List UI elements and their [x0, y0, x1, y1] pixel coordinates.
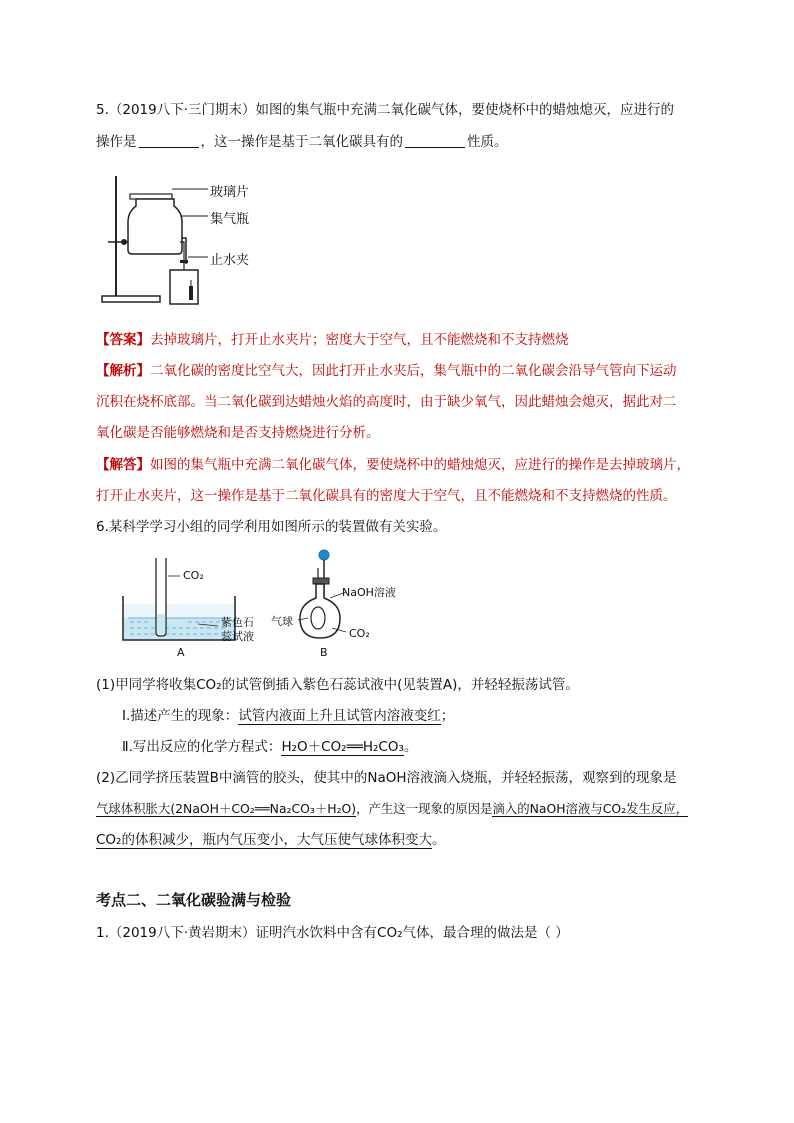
q6-part1-i-answer: 试管内液面上升且试管内溶液变红: [238, 708, 441, 724]
q6-part2-answer-a: 气球体积胀大: [96, 801, 171, 816]
q6-part1-ii-answer: H₂O＋CO₂══H₂CO₃: [281, 739, 404, 755]
q6-part2-line2: [96, 799, 688, 819]
q5-solution-line1: [96, 455, 690, 475]
q5-analysis-line1: [96, 361, 677, 381]
analysis-tag: 【解析】: [96, 363, 150, 379]
q6-title: 6.某科学学习小组的同学利用如图所示的装置做有关实验。: [96, 519, 447, 535]
q5-stem-line1: 5.（2019八下·三门期末）如图的集气瓶中充满二氧化碳气体，要使烧杯中的蜡烛熄灭，应进行的: [96, 102, 675, 118]
q6-part2-line1: (2)乙同学挤压装置B中滴管的胶头，使其中的NaOH溶液滴入烧瓶，并轻轻振荡，观察到的现象是: [96, 770, 677, 786]
q5-stem-part-a: 操作是: [96, 134, 137, 150]
q6-part1-i-prefix: Ⅰ.描述产生的现象：: [122, 708, 239, 724]
q5-label-clamp: 止水夹: [210, 253, 250, 268]
q5-stem-part-b: ，这一操作是基于二氧化碳具有的: [200, 134, 403, 150]
q5-label-glass: 玻璃片: [210, 185, 250, 200]
q5-analysis-line2: 沉积在烧杯底部。当二氧化碳到达蜡烛火焰的高度时，由于缺少氧气，因此蜡烛会熄灭，据此对二: [96, 394, 677, 410]
q6-part1-ii-suffix: 。: [403, 739, 418, 755]
q6-label-naoh: NaOH溶液: [342, 586, 396, 599]
analysis-text-1: 二氧化碳的密度比空气大，因此打开止水夹后，集气瓶中的二氧化碳会沿导气管向下运动: [150, 363, 677, 379]
q6-label-a: A: [177, 646, 185, 659]
q5-blank-2: [405, 133, 465, 148]
q6-part2-equation: (2NaOH＋CO₂══Na₂CO₃＋H₂O): [170, 801, 357, 816]
q5-stem-line2: [96, 132, 508, 152]
q6-label-litmus-1: 紫色石: [221, 616, 254, 629]
q6-part1-i: [122, 706, 454, 726]
q6-part1-ii: [122, 737, 417, 757]
q6-part2-answer-c: CO₂的体积减少，瓶内气压变小，大气压使气球体积变大: [96, 832, 432, 848]
q5-stem-part-c: 性质。: [467, 134, 508, 150]
q5-blank-1: [139, 133, 199, 148]
solution-text-1: 如图的集气瓶中充满二氧化碳气体，要使烧杯中的蜡烛熄灭，应进行的操作是去掉玻璃片，: [150, 457, 690, 473]
q5-label-bottle: 集气瓶: [210, 212, 250, 227]
q6-label-b: B: [320, 646, 328, 659]
q6-part1: (1)甲同学将收集CO₂的试管倒插入紫色石蕊试液中(见装置A)，并轻轻振荡试管。: [96, 677, 579, 693]
q6-label-litmus-2: 蕊试液: [221, 630, 254, 643]
section-heading: 考点二、二氧化碳验满与检验: [96, 891, 292, 909]
q6-label-co2-b: CO₂: [349, 627, 370, 640]
q6-part1-ii-prefix: Ⅱ.写出反应的化学方程式：: [122, 739, 282, 755]
q6-label-co2-a: CO₂: [183, 569, 204, 582]
answer-tag: 【答案】: [96, 332, 150, 348]
answer-text: 去掉玻璃片，打开止水夹片；密度大于空气，且不能燃烧和不支持燃烧: [150, 332, 569, 348]
section-q1: 1.（2019八下·黄岩期末）证明汽水饮料中含有CO₂气体，最合理的做法是（ ）: [96, 925, 569, 941]
q6-part2-answer-b: 滴入的NaOH溶液与CO₂发生反应，: [492, 801, 689, 816]
q6-part2-line3: [96, 830, 445, 850]
q6-part2-mid: ，产生这一现象的原因是: [356, 801, 493, 816]
q5-solution-line2: 打开止水夹片，这一操作是基于二氧化碳具有的密度大于空气，且不能燃烧和不支持燃烧的性质。: [96, 488, 677, 504]
q6-part2-end: 。: [431, 832, 446, 848]
q5-analysis-line3: 氧化碳是否能够燃烧和是否支持燃烧进行分析。: [96, 425, 380, 441]
solution-tag: 【解答】: [96, 457, 150, 473]
q5-answer: [96, 330, 569, 350]
q6-label-balloon: 气球: [271, 615, 293, 628]
q6-part1-i-suffix: ；: [440, 708, 455, 724]
